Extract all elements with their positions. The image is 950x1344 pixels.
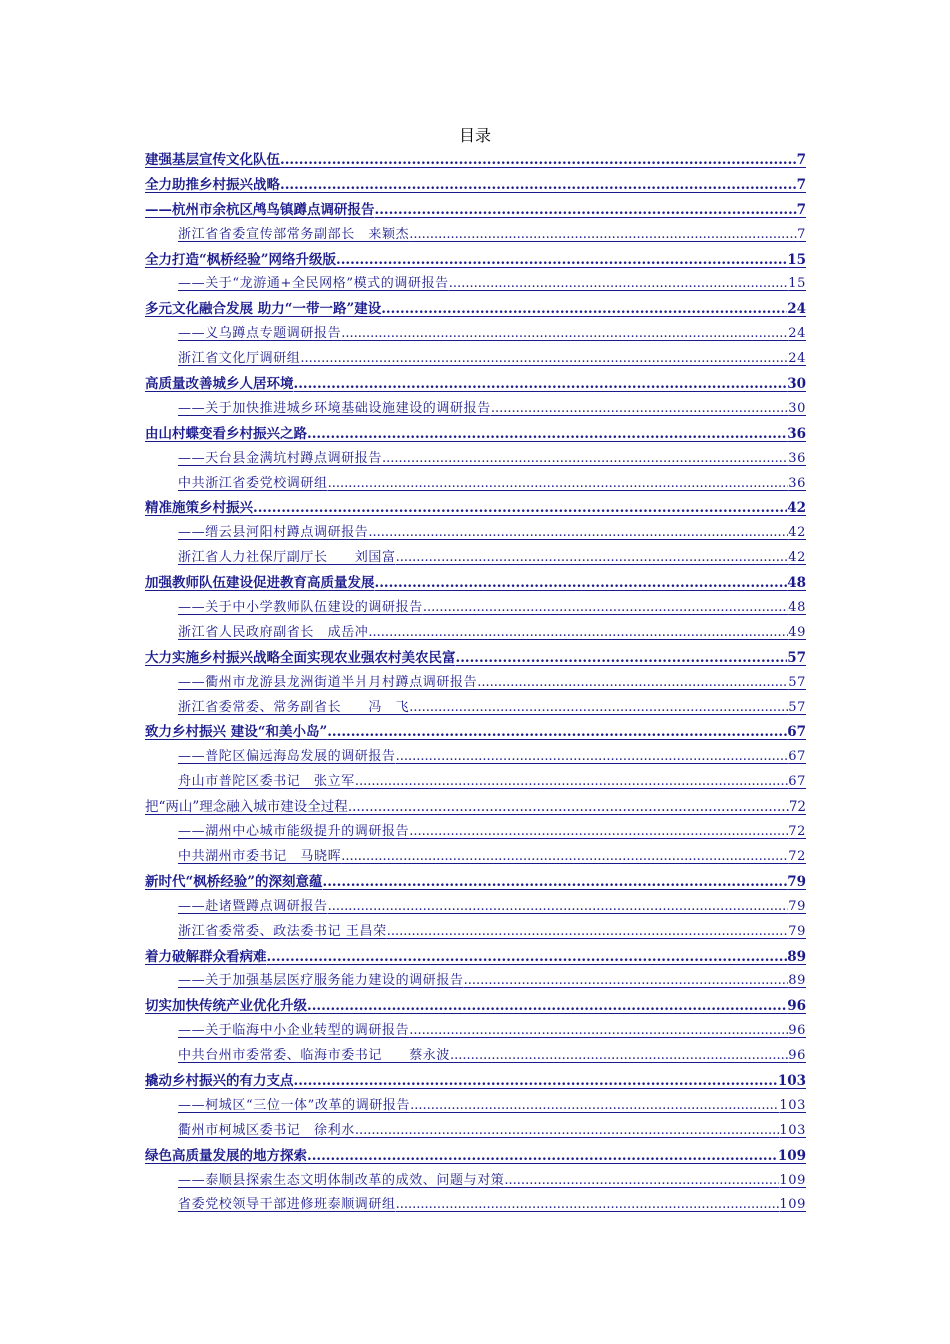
toc-entry-title: 浙江省文化厅调研组 [178,351,301,367]
toc-entry-page: 57 [788,699,806,715]
toc-entry[interactable] [145,447,806,472]
toc-entry[interactable] [145,820,806,845]
toc-entry-title: ——义乌蹲点专题调研报告 [178,326,342,342]
dot-leader [409,820,788,845]
toc-entry-page: 72 [788,824,806,840]
toc-entry-page: 7 [796,152,806,168]
toc-entry-title: 浙江省省委宣传部常务副部长 来颖杰 [178,226,410,242]
toc-entry-page: 48 [787,575,806,592]
toc-entry-page: 89 [787,948,806,965]
toc-entry-page: 109 [777,1147,806,1164]
dot-leader [280,173,797,198]
toc-entry[interactable] [145,1193,806,1218]
dot-leader [328,472,789,497]
dot-leader [355,770,788,795]
dot-leader [409,223,797,248]
toc-entry-title: 新时代“枫桥经验”的深刻意蕴 [145,873,323,890]
toc-entry[interactable] [145,845,806,870]
toc-entry[interactable] [145,1069,806,1094]
toc-entry-title: ——关于“龙游通+全民网格”模式的调研报告 [178,276,449,292]
dot-leader [382,447,788,472]
toc-entry-title: ——关于加强基层医疗服务能力建设的调研报告 [178,973,464,989]
toc-entry-page: 103 [777,1072,806,1089]
toc-entry-page: 49 [788,624,806,640]
toc-entry-title: 把“两山”理念融入城市建设全过程 [145,799,348,816]
toc-entry-page: 96 [787,998,806,1015]
dot-leader [450,1044,788,1069]
toc-entry-title: 浙江省人力社保厅副厅长 刘国富 [178,550,396,566]
toc-entry-page: 96 [788,1023,806,1039]
toc-entry[interactable] [145,1119,806,1144]
toc-entry-title: 全力打造“枫桥经验”网络升级版 [145,251,337,268]
toc-entry-title: 绿色高质量发展的地方探索 [145,1147,307,1164]
dot-leader [409,696,788,721]
toc-entry[interactable] [145,1044,806,1069]
toc-entry[interactable] [145,322,806,347]
toc-entry-title: 衢州市柯城区委书记 徐利水 [178,1122,355,1138]
toc-entry[interactable] [145,671,806,696]
toc-entry-title: ——泰顺县探索生态文明体制改革的成效、问题与对策 [178,1172,505,1188]
toc-entry[interactable] [145,148,806,173]
toc-entry[interactable] [145,571,806,596]
dot-leader [464,969,789,994]
toc-entry-title: 中共台州市委常委、临海市委书记 蔡永波 [178,1048,451,1064]
toc-entry[interactable] [145,646,806,671]
dot-leader [396,1193,780,1218]
toc-entry-title: ——关于加快推进城乡环境基础设施建设的调研报告 [178,400,491,416]
toc-entry[interactable] [145,994,806,1019]
toc-entry-title: 建强基层宣传文化队伍 [145,152,280,168]
toc-entry[interactable] [145,969,806,994]
toc-entry-title: ——普陀区偏远海岛发展的调研报告 [178,749,396,765]
toc-entry[interactable] [145,472,806,497]
dot-leader [307,994,787,1019]
toc-entry-title: ——赴诸暨蹲点调研报告 [178,898,328,914]
toc-entry[interactable] [145,720,806,745]
toc-entry[interactable] [145,895,806,920]
dot-leader [267,945,788,970]
dot-leader [396,745,789,770]
toc-entry[interactable] [145,770,806,795]
dot-leader [368,621,788,646]
dot-leader [307,422,787,447]
toc-entry[interactable] [145,546,806,571]
toc-entry-page: 42 [788,550,806,566]
toc-entry-page: 30 [788,400,806,416]
toc-entry[interactable] [145,297,806,322]
toc-entry-title: ——天台县金满坑村蹲点调研报告 [178,450,383,466]
dot-leader [423,596,788,621]
dot-leader [323,870,788,895]
dot-leader [504,1169,779,1194]
toc-entry-page: 79 [787,873,806,890]
toc-entry-title: 浙江省人民政府副省长 成岳冲 [178,624,369,640]
dot-leader [375,571,788,596]
toc-entry-page: 72 [788,799,806,816]
toc-entry-page: 67 [787,724,806,741]
toc-entry[interactable] [145,397,806,422]
toc-entry[interactable] [145,173,806,198]
toc-entry-page: 103 [779,1122,806,1138]
toc-entry[interactable] [145,1094,806,1119]
toc-entry-title: 浙江省委常委、常务副省长 冯 飞 [178,699,410,715]
toc-entry-title: 切实加快传统产业优化升级 [145,998,307,1015]
toc-entry[interactable] [145,521,806,546]
dot-leader [477,671,788,696]
dot-leader [294,1069,778,1094]
page-title: 目录 [458,126,491,145]
toc-entry-title: ——柯城区“三位一体”改革的调研报告 [178,1097,411,1113]
toc-entry-page: 7 [796,176,806,193]
toc-entry-title: ——缙云县河阳村蹲点调研报告 [178,525,369,541]
dot-leader [491,397,788,422]
toc-entry-title: 大力实施乡村振兴战略全面实现农业强农村美农民富 [145,649,456,666]
toc-entry-title: 中共浙江省委党校调研组 [178,475,328,491]
dot-leader [456,646,788,671]
toc-entry-title: 省委党校领导干部进修班泰顺调研组 [178,1197,396,1213]
toc-entry[interactable] [145,198,806,223]
dot-leader [327,720,787,745]
dot-leader [368,521,788,546]
toc-entry-title: 着力破解群众看病难 [145,948,267,965]
toc-entry[interactable] [145,870,806,895]
dot-leader [294,372,788,397]
toc-entry[interactable] [145,223,806,248]
table-of-contents [145,148,806,1218]
toc-entry-page: 7 [796,201,806,218]
toc-entry-title: ——关于中小学教师队伍建设的调研报告 [178,600,423,616]
toc-entry-title: 浙江省委常委、政法委书记 王昌荣 [178,923,387,939]
dot-leader [336,248,787,273]
toc-entry[interactable] [145,621,806,646]
toc-entry-page: 89 [788,973,806,989]
toc-entry-title: 舟山市普陀区委书记 张立军 [178,774,355,790]
toc-entry-title: ——关于临海中小企业转型的调研报告 [178,1023,410,1039]
toc-entry-page: 15 [787,251,806,268]
dot-leader [307,1144,778,1169]
toc-entry[interactable] [145,372,806,397]
toc-entry-title: 精准施策乡村振兴 [145,500,253,517]
toc-entry-page: 7 [797,226,806,242]
dot-leader [355,1119,780,1144]
toc-entry-page: 42 [788,525,806,541]
toc-entry[interactable] [145,422,806,447]
toc-entry[interactable] [145,795,806,820]
toc-entry-page: 109 [779,1197,806,1213]
toc-entry-page: 57 [787,649,806,666]
toc-entry-title: 中共湖州市委书记 马晓晖 [178,848,342,864]
toc-entry-page: 67 [788,749,806,765]
toc-entry[interactable] [145,248,806,273]
dot-leader [396,546,789,571]
toc-entry-title: 多元文化融合发展 助力“一带一路”建设 [145,301,382,318]
toc-entry[interactable] [145,1169,806,1194]
toc-entry[interactable] [145,496,806,521]
dot-leader [410,1094,779,1119]
dot-leader [381,297,787,322]
dot-leader [253,496,787,521]
toc-entry-title: 撬动乡村振兴的有力支点 [145,1072,294,1089]
toc-entry-title: ——杭州市余杭区鸬鸟镇蹲点调研报告 [145,201,375,218]
dot-leader [375,198,797,223]
toc-entry[interactable] [145,745,806,770]
toc-entry[interactable] [145,696,806,721]
toc-entry-page: 36 [788,450,806,466]
toc-entry-page: 57 [788,674,806,690]
toc-entry[interactable] [145,920,806,945]
toc-entry-page: 24 [788,326,806,342]
toc-entry-title: 致力乡村振兴 建设“和美小岛” [145,724,328,741]
dot-leader [341,322,788,347]
toc-entry-page: 24 [788,351,806,367]
toc-entry-title: 高质量改善城乡人居环境 [145,376,294,393]
toc-entry-title: 全力助推乡村振兴战略 [145,176,280,193]
toc-entry[interactable] [145,347,806,372]
toc-entry-title: 加强教师队伍建设促进教育高质量发展 [145,575,375,592]
toc-entry[interactable] [145,272,806,297]
toc-entry-page: 36 [788,475,806,491]
toc-entry-page: 24 [787,301,806,318]
toc-entry-title: ——湖州中心城市能级提升的调研报告 [178,824,410,840]
toc-entry-title: ——衢州市龙游县龙洲街道半爿月村蹲点调研报告 [178,674,478,690]
toc-entry-page: 48 [788,600,806,616]
dot-leader [348,795,789,820]
toc-entry[interactable] [145,1144,806,1169]
dot-leader [387,920,789,945]
dot-leader [409,1019,788,1044]
dot-leader [300,347,788,372]
dot-leader [449,272,788,297]
dot-leader [341,845,788,870]
toc-entry-page: 79 [788,923,806,939]
toc-entry-page: 15 [788,276,806,292]
toc-entry-page: 67 [788,774,806,790]
toc-entry-page: 103 [779,1097,806,1113]
toc-entry-page: 79 [788,898,806,914]
toc-entry[interactable] [145,596,806,621]
toc-entry-page: 96 [788,1048,806,1064]
dot-leader [328,895,789,920]
toc-entry[interactable] [145,945,806,970]
toc-entry-page: 36 [787,425,806,442]
dot-leader [280,148,797,173]
toc-entry-title: 由山村蝶变看乡村振兴之路 [145,425,307,442]
toc-entry-page: 109 [779,1172,806,1188]
toc-entry[interactable] [145,1019,806,1044]
toc-entry-page: 72 [788,848,806,864]
toc-entry-page: 42 [787,500,806,517]
toc-entry-page: 30 [787,376,806,393]
